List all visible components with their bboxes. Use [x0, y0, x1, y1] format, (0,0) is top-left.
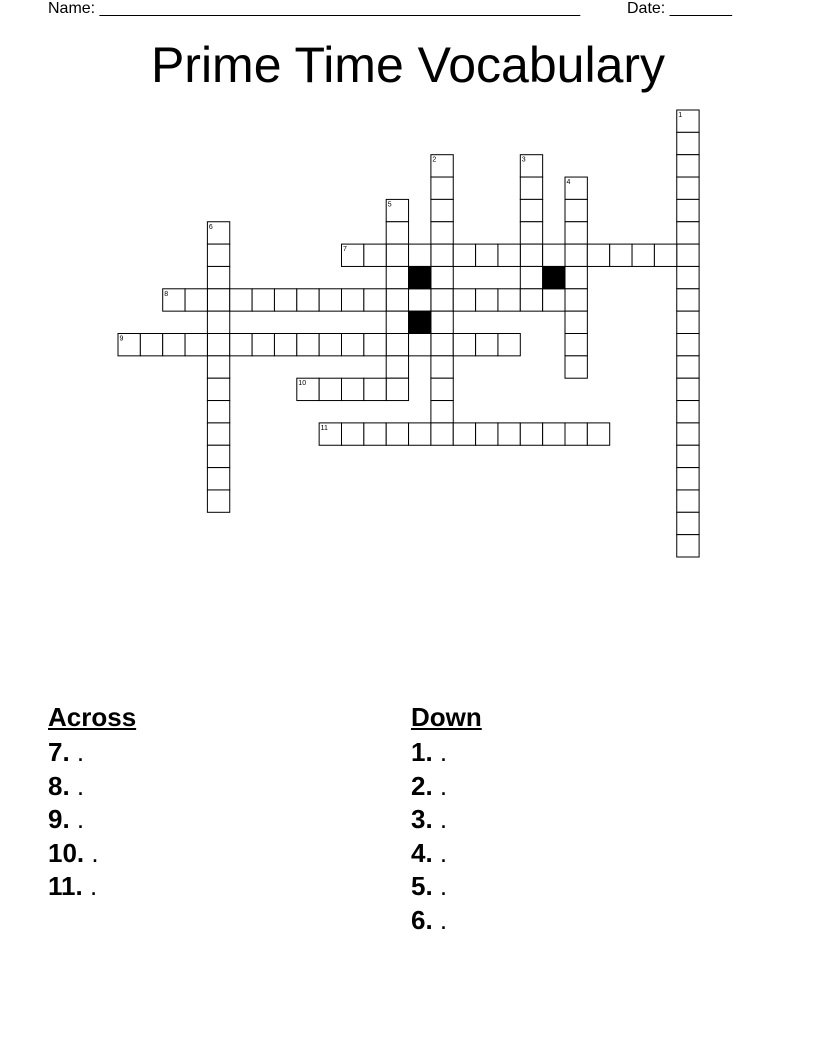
across-clue — [48, 803, 136, 837]
black-square — [543, 266, 565, 288]
clue-text: . — [76, 804, 85, 834]
clue-start-number: 4 — [566, 179, 571, 187]
grid-cell[interactable] — [677, 468, 699, 490]
grid-cell[interactable] — [476, 334, 498, 356]
grid-cell[interactable] — [453, 289, 475, 311]
grid-cell[interactable] — [386, 356, 408, 378]
grid-cell[interactable] — [476, 289, 498, 311]
grid-cell[interactable] — [677, 222, 699, 244]
down-clue — [411, 837, 482, 871]
grid-cell[interactable] — [342, 334, 364, 356]
clue-number: 1. — [411, 737, 433, 767]
grid-cell[interactable] — [207, 401, 229, 423]
grid-cell[interactable] — [252, 334, 274, 356]
grid-cell[interactable] — [163, 334, 185, 356]
clue-text: . — [439, 837, 448, 868]
clue-text: . — [76, 737, 85, 767]
grid-cell[interactable] — [185, 289, 207, 311]
across-clue — [48, 736, 136, 770]
clue-start-number: 1 — [678, 112, 683, 119]
grid-cell[interactable] — [565, 222, 587, 244]
grid-cell[interactable] — [498, 289, 520, 311]
clue-number: 7. — [48, 737, 70, 767]
clue-start-number: 3 — [521, 156, 526, 164]
grid-cell[interactable] — [520, 177, 542, 199]
grid-cell[interactable] — [543, 244, 565, 266]
down-clue — [411, 770, 482, 804]
grid-cell[interactable] — [364, 289, 386, 311]
grid-cell[interactable] — [207, 356, 229, 378]
grid-cell[interactable] — [409, 289, 431, 311]
grid-cell[interactable] — [453, 423, 475, 445]
clue-text: . — [439, 804, 448, 834]
grid-cell[interactable] — [386, 266, 408, 288]
grid-cell[interactable] — [677, 177, 699, 199]
date-blank[interactable]: _______ — [669, 0, 732, 17]
across-clue — [48, 770, 136, 804]
grid-cell[interactable] — [476, 423, 498, 445]
grid-cell[interactable] — [207, 490, 229, 512]
clue-start-number: 6 — [208, 223, 213, 231]
grid-cell[interactable] — [342, 378, 364, 400]
grid-cell[interactable] — [677, 132, 699, 154]
grid-cell[interactable] — [520, 423, 542, 445]
grid-cell[interactable] — [677, 266, 699, 288]
grid-cell[interactable] — [632, 244, 654, 266]
grid-cell[interactable] — [386, 289, 408, 311]
grid-cell[interactable] — [431, 222, 453, 244]
grid-cell[interactable] — [677, 244, 699, 266]
across-clues — [48, 702, 136, 904]
grid-cell[interactable] — [230, 334, 252, 356]
grid-cell[interactable] — [386, 378, 408, 400]
grid-cell[interactable] — [386, 222, 408, 244]
grid-cell[interactable] — [230, 289, 252, 311]
grid-cell[interactable] — [520, 266, 542, 288]
grid-cell[interactable] — [520, 222, 542, 244]
grid-cell[interactable] — [677, 199, 699, 221]
clue-text: . — [439, 737, 448, 767]
grid-cell[interactable] — [565, 289, 587, 311]
grid-cell[interactable] — [409, 423, 431, 445]
grid-cell[interactable] — [677, 155, 699, 177]
grid-cell[interactable] — [498, 423, 520, 445]
clue-number: 11. — [48, 871, 83, 901]
grid-cell[interactable] — [498, 244, 520, 266]
grid-cell[interactable] — [431, 356, 453, 378]
grid-cell[interactable] — [252, 289, 274, 311]
grid-cell[interactable] — [364, 334, 386, 356]
grid-cell[interactable] — [453, 244, 475, 266]
grid-cell[interactable] — [297, 289, 319, 311]
down-clue — [411, 736, 482, 770]
grid-cell[interactable] — [677, 535, 699, 557]
grid-cell[interactable] — [386, 423, 408, 445]
down-clue — [411, 904, 482, 938]
grid-cell[interactable] — [520, 199, 542, 221]
grid-cell[interactable] — [453, 334, 475, 356]
grid-cell[interactable] — [386, 244, 408, 266]
grid-cell[interactable] — [520, 289, 542, 311]
grid-cell[interactable] — [565, 311, 587, 333]
grid-cell[interactable] — [207, 378, 229, 400]
clue-number: 8. — [48, 770, 70, 801]
clue-number: 2. — [411, 770, 433, 801]
grid-cell[interactable] — [207, 334, 229, 356]
grid-cell[interactable] — [319, 289, 341, 311]
clue-start-number: 5 — [387, 201, 392, 209]
page-title: Prime Time Vocabulary — [150, 37, 666, 93]
grid-cell[interactable] — [520, 244, 542, 266]
name-blank[interactable]: ______________________________________________________ — [99, 0, 581, 17]
grid-cell[interactable] — [677, 423, 699, 445]
clue-start-number: 9 — [119, 335, 124, 343]
grid-cell[interactable] — [431, 177, 453, 199]
clue-start-number: 8 — [164, 290, 169, 298]
grid-cell[interactable] — [677, 378, 699, 400]
grid-cell[interactable] — [677, 401, 699, 423]
black-square — [409, 266, 431, 288]
grid-cell[interactable] — [677, 512, 699, 534]
date-label: Date: — [627, 0, 666, 17]
clue-start-number: 7 — [343, 246, 347, 254]
grid-cell[interactable] — [610, 244, 632, 266]
grid-cell[interactable] — [364, 378, 386, 400]
across-clue — [48, 837, 136, 871]
clue-number: 4. — [411, 837, 433, 868]
down-clues — [411, 702, 482, 937]
grid-cell[interactable] — [587, 423, 609, 445]
grid-cell[interactable] — [140, 334, 162, 356]
grid-cell[interactable] — [386, 334, 408, 356]
grid-cell[interactable] — [364, 423, 386, 445]
clue-text: . — [439, 770, 448, 801]
grid-cell[interactable] — [677, 445, 699, 467]
grid-cell[interactable] — [565, 423, 587, 445]
clue-number: 6. — [411, 904, 433, 935]
grid-cell[interactable] — [386, 311, 408, 333]
grid-cell[interactable] — [431, 289, 453, 311]
grid-cell[interactable] — [342, 423, 364, 445]
clue-text: . — [89, 871, 98, 901]
grid-cell[interactable] — [207, 266, 229, 288]
grid-cell[interactable] — [274, 289, 296, 311]
grid-cell[interactable] — [431, 401, 453, 423]
grid-cell[interactable] — [587, 244, 609, 266]
grid-cell[interactable] — [565, 266, 587, 288]
grid-cell[interactable] — [543, 289, 565, 311]
grid-cell[interactable] — [431, 311, 453, 333]
grid-cell[interactable] — [498, 334, 520, 356]
grid-cell[interactable] — [207, 468, 229, 490]
grid-cell[interactable] — [207, 445, 229, 467]
down-heading: Down — [411, 702, 482, 732]
grid-cell[interactable] — [677, 356, 699, 378]
clue-text: . — [91, 837, 99, 868]
grid-cell[interactable] — [431, 244, 453, 266]
black-square — [409, 311, 431, 333]
grid-cell[interactable] — [565, 199, 587, 221]
grid-cell[interactable] — [431, 199, 453, 221]
clue-number: 5. — [411, 871, 433, 901]
clue-number: 10. — [48, 837, 85, 868]
down-clue — [411, 870, 482, 904]
grid-cell[interactable] — [409, 244, 431, 266]
grid-cell[interactable] — [185, 334, 207, 356]
grid-cell[interactable] — [297, 334, 319, 356]
grid-cell[interactable] — [654, 244, 676, 266]
across-heading: Across — [48, 702, 137, 732]
clue-number: 3. — [411, 804, 433, 834]
grid-cell[interactable] — [431, 423, 453, 445]
grid-cell[interactable] — [431, 266, 453, 288]
grid-cell[interactable] — [319, 334, 341, 356]
grid-cell[interactable] — [431, 334, 453, 356]
clue-number: 9. — [48, 804, 70, 834]
down-clue — [411, 803, 482, 837]
grid-cell[interactable] — [274, 334, 296, 356]
clue-text: . — [439, 904, 448, 935]
grid-cell[interactable] — [565, 334, 587, 356]
grid-cell[interactable] — [677, 289, 699, 311]
grid-cell[interactable] — [364, 244, 386, 266]
grid-cell[interactable] — [677, 334, 699, 356]
clue-start-number: 2 — [432, 156, 437, 164]
grid-cell[interactable] — [677, 490, 699, 512]
grid-cell[interactable] — [431, 378, 453, 400]
grid-cell[interactable] — [476, 244, 498, 266]
clue-text: . — [76, 770, 85, 801]
across-clue — [48, 870, 136, 904]
grid-cell[interactable] — [342, 289, 364, 311]
grid-cell[interactable] — [677, 311, 699, 333]
grid-cell[interactable] — [543, 423, 565, 445]
grid-cell[interactable] — [319, 378, 341, 400]
grid-cell[interactable] — [207, 244, 229, 266]
clue-start-number: 11 — [320, 424, 328, 432]
grid-cell[interactable] — [207, 311, 229, 333]
name-label: Name: — [48, 0, 96, 17]
grid-cell[interactable] — [565, 244, 587, 266]
clue-start-number: 10 — [298, 380, 307, 388]
grid-cell[interactable] — [207, 289, 229, 311]
grid-cell[interactable] — [565, 356, 587, 378]
clue-text: . — [439, 871, 448, 901]
grid-cell[interactable] — [409, 334, 431, 356]
grid-cell[interactable] — [207, 423, 229, 445]
